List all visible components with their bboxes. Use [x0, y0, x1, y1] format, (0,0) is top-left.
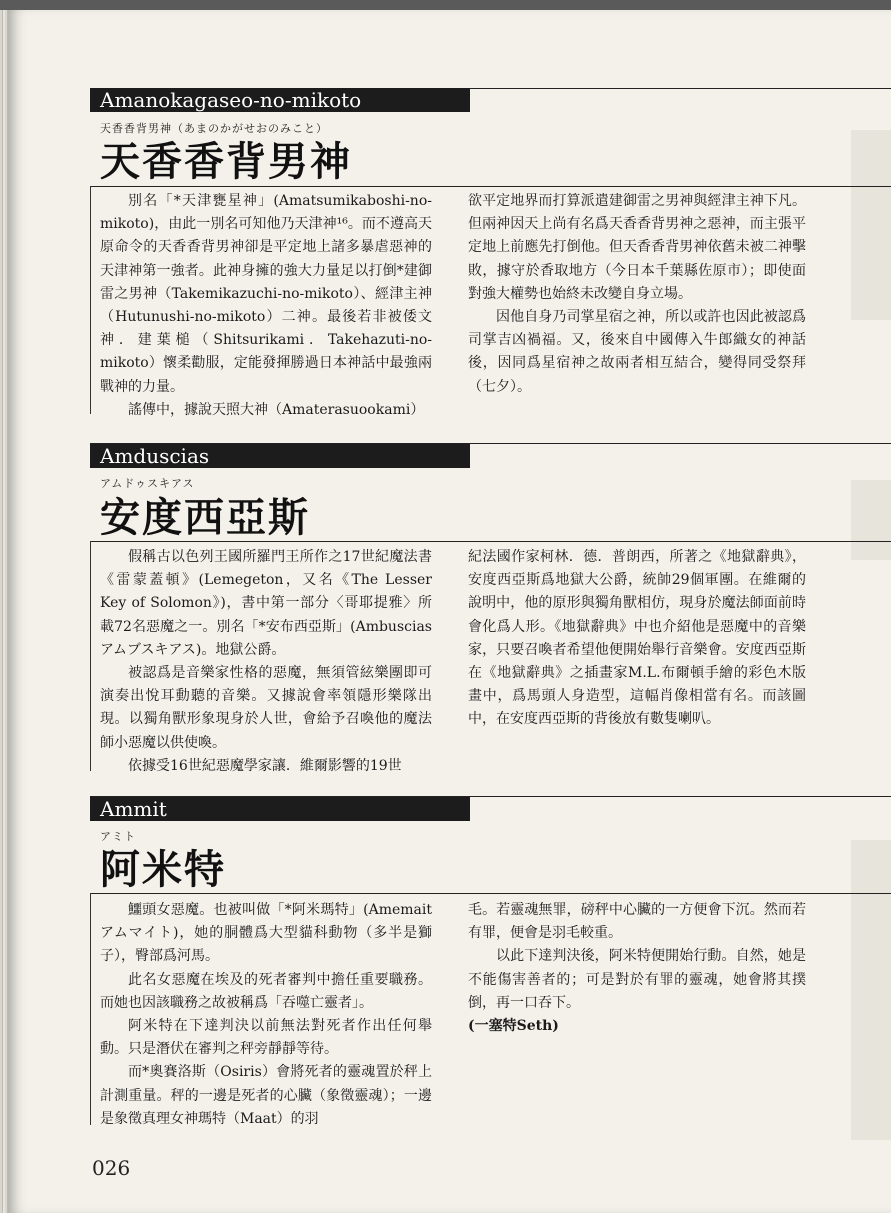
paragraph: 而*奧賽洛斯（Osiris）會將死者的靈魂置於秤上計測重量。秤的一邊是死者的心臟（象徵靈魂）；一邊是象徵真理女神瑪特（Maat）的羽 — [100, 1064, 432, 1127]
paragraph: 阿米特在下達判決以前無法對死者作出任何舉動。只是潛伏在審判之秤旁靜靜等待。 — [100, 1018, 432, 1058]
entry-text-right — [468, 899, 806, 1038]
entry-title: 天香香背男神 — [100, 139, 352, 185]
bleed-through — [851, 130, 891, 320]
paragraph: 紀法國作家柯林．德．普朗西，所著之《地獄辭典》，安度西亞斯爲地獄大公爵，統帥29個軍團。在維爾的說明中，他的原形與獨角獸相仿，現身於魔法師面前時會化爲人形。《地獄辭典》中也介紹他是惡魔中的音樂家，只要召喚者希望他便開始舉行音樂會。安度西亞斯在《地獄辭典》之插畫家M.L.布爾頓手繪的彩色木版畫中，爲馬頭人身造型，這幅肖像相當有名。而該圖中，在安度西亞斯的背後放有數隻喇叭。 — [468, 549, 806, 728]
cross-reference-credit: (一塞特Seth) — [468, 1018, 559, 1035]
entry-title: 安度西亞斯 — [100, 495, 310, 541]
bleed-through — [851, 480, 891, 560]
paragraph: 以此下達判決後，阿米特便開始行動。自然，她是不能傷害善者的；可是對於有罪的靈魂，她會將其撲倒，再一口吞下。 — [468, 948, 806, 1011]
entry-reading: アムドゥスキアス — [100, 477, 195, 490]
entry-text-right — [468, 546, 806, 732]
section-rule — [90, 541, 891, 542]
paragraph: 此名女惡魔在埃及的死者審判中擔任重要職務。而她也因該職務之故被稱爲「吞噬亡靈者」。 — [100, 971, 432, 1011]
paragraph: 被認爲是音樂家性格的惡魔，無須管絃樂團即可演奏出悅耳動聽的音樂。又據說會率領隱形樂隊出現。以獨角獸形象現身於人世，會給予召喚他的魔法師小惡魔以供使喚。 — [100, 665, 432, 751]
section-rule — [90, 186, 891, 187]
paragraph: 鱷頭女惡魔。也被叫做「*阿米瑪特」(Amemait アムマイト)，她的胴體爲大型貓科動物（多半是獅子），臀部爲河馬。 — [100, 902, 432, 965]
section-rule — [90, 893, 891, 894]
entry-romanized-name: Ammit — [90, 797, 470, 821]
paragraph: 欲平定地界而打算派遣建御雷之男神與經津主神下凡。但兩神因天上尚有名爲天香香背男神之惡神，而主張平定地上前應先打倒他。但天香香背男神依舊未被二神擊敗，據守於香取地方（今日本千葉縣佐原市）；即使面對強大權勢也始終未改變自身立場。 — [468, 193, 806, 302]
entry-text-left — [100, 899, 432, 1131]
paragraph: 毛。若靈魂無罪，磅秤中心臟的一方便會下沉。然而若有罪，便會是羽毛較重。 — [468, 902, 806, 942]
paragraph: 依據受16世紀惡魔學家讓．維爾影響的19世 — [128, 757, 402, 774]
bleed-through — [851, 840, 891, 1140]
column-line — [90, 186, 91, 414]
entry-title: 阿米特 — [100, 847, 226, 893]
paragraph: 謠傳中，據說天照大神（Amaterasuookami） — [128, 401, 425, 418]
entry-reading: 天香香背男神（あまのかがせおのみこと） — [100, 122, 328, 135]
column-line — [90, 541, 91, 771]
entry-text-left — [100, 546, 432, 778]
column-line — [90, 893, 91, 1125]
entry-text-left — [100, 190, 432, 422]
page-number: 026 — [92, 1156, 131, 1180]
entry-romanized-name: Amanokagaseo-no-mikoto — [90, 88, 470, 112]
paragraph: 假稱古以色列王國所羅門王所作之17世紀魔法書《雷蒙蓋頓》(Lemegeton，又名《The Lesser Key of Solomon》)，書中第一部分〈哥耶提雅〉所載72名惡魔之一。別名「*安布西亞斯」(Ambuscias アムブスキアス)。地獄公爵。 — [100, 549, 432, 658]
paragraph: 別名「*天津甕星神」(Amatsumikaboshi-no-mikoto)，由此一別名可知他乃天津神¹⁶。而不遵高天原命令的天香香背男神卻是平定地上諸多暴虐惡神的天津神第一強者。此神身擁的強大力量足以打倒*建御雷之男神（Takemikazuchi-no-mikoto）、經津主神（Hutunushi-no-mikoto）二神。最後若非被倭文神．建葉槌（Shitsurikami．Takehazuti-no-mikoto）懷柔勸服，定能發揮勝過日本神話中最強兩戰神的力量。 — [100, 193, 432, 395]
entry-reading: アミト — [100, 830, 136, 843]
paragraph: 因他自身乃司掌星宿之神，所以或許也因此被認爲司掌吉凶禍福。又，後來自中國傳入牛郎織女的神話後，因同爲星宿神之故兩者相互結合，變得同受祭拜（七夕）。 — [468, 309, 806, 395]
entry-romanized-name: Amduscias — [90, 444, 470, 468]
entry-text-right — [468, 190, 806, 399]
